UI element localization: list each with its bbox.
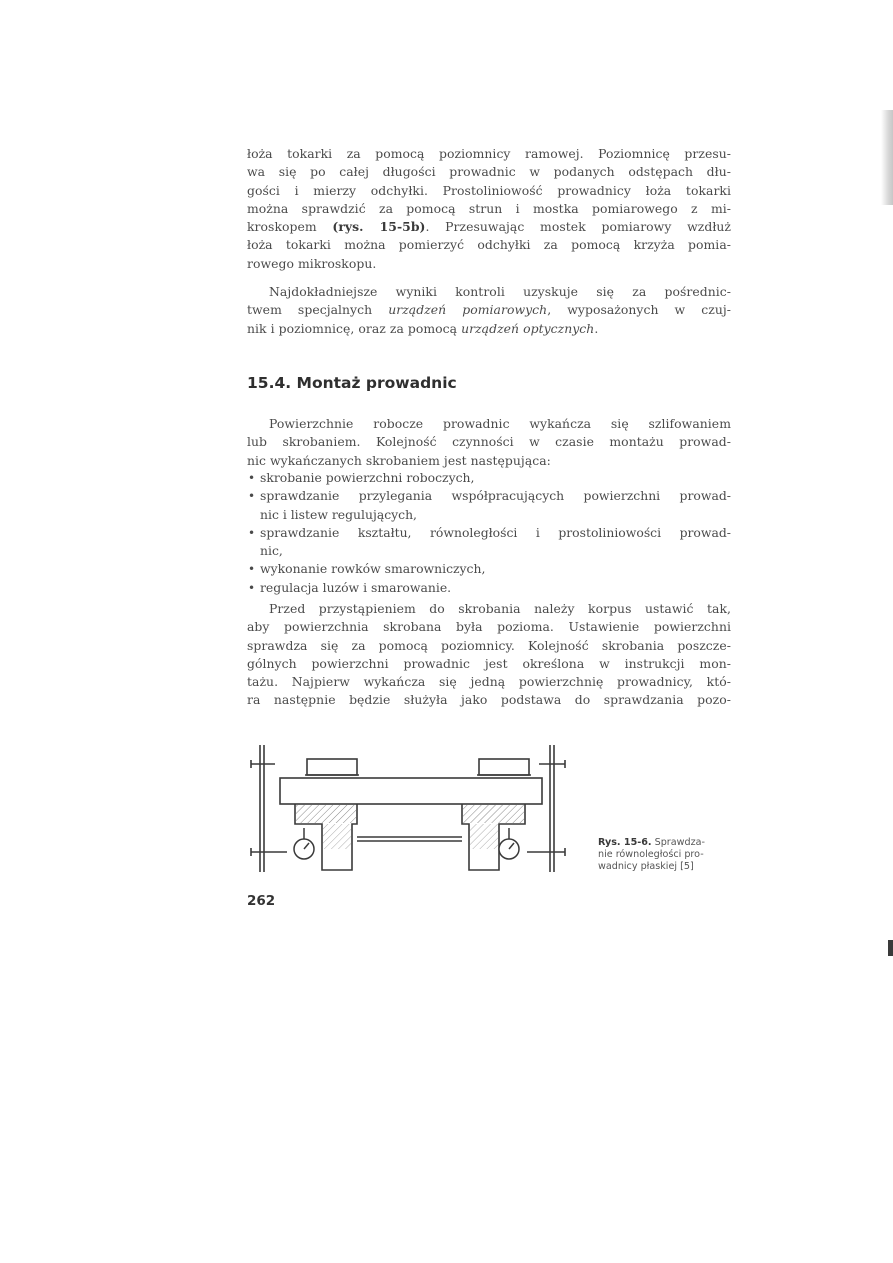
paragraph-2: [247, 283, 731, 338]
text-line: nic,: [260, 543, 283, 559]
bullet-icon: •: [248, 471, 256, 485]
text-fragment: , wyposażonych w czuj-: [547, 302, 731, 318]
text-line: sprawdza się za pomocą poziomnicy. Kolejność skrobania poszcze-: [247, 637, 731, 653]
text-line: aby powierzchnia skrobana była pozioma. Ustawienie powierzchni: [247, 619, 731, 635]
list-item: [247, 487, 731, 524]
text-line: łoża tokarki można pomierzyć odchyłki za pomocą krzyża pomia-: [247, 237, 731, 253]
text-fragment: nik i poziomnicę, oraz za pomocą: [247, 320, 458, 336]
guide-bar: [280, 778, 542, 804]
text-fragment: twem specjalnych: [247, 302, 373, 318]
text-line: nic i listew regulujących,: [260, 506, 418, 522]
text-line: skrobanie powierzchni roboczych,: [260, 470, 475, 485]
text-line: regulacja luzów i smarowanie.: [260, 579, 452, 595]
text-line: wa się po całej długości prowadnic w podanych odstępach dłu-: [247, 164, 731, 180]
scan-mark: [888, 940, 893, 956]
level-block-right: [479, 759, 529, 775]
text-line: można sprawdzić za pomocą strun i mostka pomiarowego z mi-: [247, 200, 731, 216]
text-line: rowego mikroskopu.: [247, 255, 377, 271]
text-line: sprawdzanie kształtu, równoległości i prostoliniowości prowad-: [260, 524, 731, 540]
level-block-left: [307, 759, 357, 775]
figure-caption: [598, 837, 733, 873]
text-fragment: kroskopem: [247, 219, 317, 235]
text-line: lub skrobaniem. Kolejność czynności w czasie montażu prowad-: [247, 434, 731, 450]
bullet-icon: •: [248, 525, 256, 540]
paragraph-4: [247, 600, 731, 710]
emphasis-text: urządzeń optycznych: [461, 320, 595, 336]
caption-line: nie równoległości pro-: [598, 849, 704, 860]
text-line: sprawdzanie przylegania współpracujących powierzchni prowad-: [260, 488, 731, 504]
text-line: gólnych powierzchni prowadnic jest określona w instrukcji mon-: [247, 655, 731, 671]
list-item: [247, 469, 731, 487]
list-item: [247, 560, 731, 578]
text-fragment: .: [594, 320, 599, 336]
text-line: gości i mierzy odchyłki. Prostoliniowość prowadnicy łoża tokarki: [247, 182, 731, 198]
bullet-icon: •: [248, 489, 256, 504]
bullet-icon: •: [248, 562, 256, 577]
figure-number: Rys. 15-6.: [598, 837, 652, 848]
right-hatch: [463, 805, 524, 823]
text-line: [247, 218, 731, 236]
left-hatch: [296, 805, 356, 823]
text-fragment: . Przesuwając mostek pomiarowy wzdłuż: [425, 219, 731, 235]
bullet-icon: •: [248, 580, 256, 595]
bullet-list: [247, 469, 731, 597]
text-line: łoża tokarki za pomocą poziomnicy ramowej. Poziomnicę przesu-: [247, 146, 731, 161]
paragraph-3: [247, 415, 731, 470]
text-line: [247, 320, 731, 338]
text-line: ra następnie będzie służyła jako podstawa do sprawdzania pozo-: [247, 692, 731, 708]
section-heading: 15.4. Montaż prowadnic: [247, 374, 457, 392]
text-line: Powierzchnie robocze prowadnic wykańcza się szlifowaniem: [269, 416, 731, 431]
emphasis-text: urządzeń pomiarowych: [388, 302, 548, 318]
text-line: Najdokładniejsze wyniki kontroli uzyskuje się za pośrednic-: [269, 284, 731, 299]
text-line: tażu. Najpierw wykańcza się jedną powierzchnię prowadnicy, któ-: [247, 674, 731, 690]
figure-reference: (rys. 15-5b): [332, 219, 426, 235]
text-line: Przed przystąpieniem do skrobania należy korpus ustawić tak,: [269, 601, 731, 616]
text-line: [247, 301, 731, 319]
caption-line: Sprawdza-: [654, 837, 705, 848]
scan-edge-shadow: [881, 110, 893, 205]
figure-drawing: [247, 742, 577, 877]
text-line: nic wykańczanych skrobaniem jest następująca:: [247, 452, 551, 468]
list-item: [247, 579, 731, 597]
text-line: wykonanie rowków smarowniczych,: [260, 561, 486, 577]
caption-line: wadnicy płaskiej [5]: [598, 861, 694, 872]
paragraph-1: [247, 145, 731, 273]
list-item: [247, 524, 731, 561]
page-number: 262: [247, 893, 276, 909]
